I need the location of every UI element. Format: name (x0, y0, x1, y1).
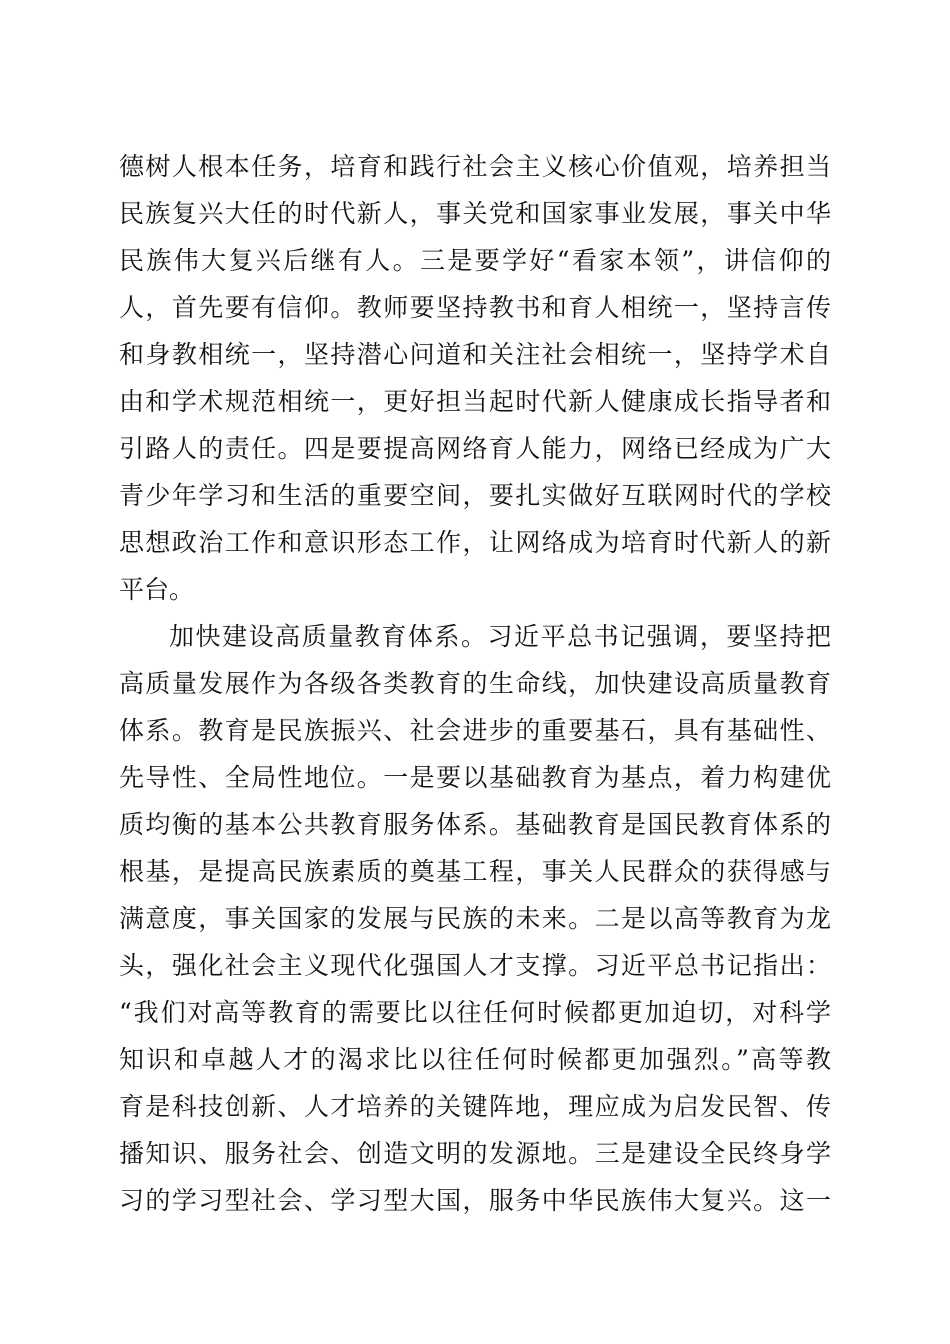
text-line: 播知识、服务社会、创造文明的发源地。三是建设全民终身学 (119, 1139, 831, 1168)
text-line: 德树人根本任务，培育和践行社会主义核心价值观，培养担当 (119, 152, 831, 181)
text-line: 民族复兴大任的时代新人，事关党和国家事业发展，事关中华 (119, 199, 831, 228)
document-body (119, 143, 831, 1224)
text-line: 满意度，事关国家的发展与民族的未来。二是以高等教育为龙 (119, 904, 831, 933)
paragraph-1 (119, 143, 831, 613)
text-line: 由和学术规范相统一，更好担当起时代新人健康成长指导者和 (119, 387, 831, 416)
text-line: 体系。教育是民族振兴、社会进步的重要基石，具有基础性、 (119, 716, 831, 745)
text-line: 先导性、全局性地位。一是要以基础教育为基点，着力构建优 (119, 763, 831, 792)
text-line: “我们对高等教育的需要比以往任何时候都更加迫切，对科学 (119, 998, 831, 1027)
text-line: 民族伟大复兴后继有人。三是要学好“看家本领”，讲信仰的 (119, 246, 831, 275)
text-line: 育是科技创新、人才培养的关键阵地，理应成为启发民智、传 (119, 1092, 831, 1121)
text-line: 习的学习型社会、学习型大国，服务中华民族伟大复兴。这一 (119, 1186, 831, 1215)
text-line: 头，强化社会主义现代化强国人才支撑。习近平总书记指出： (119, 951, 831, 980)
text-line: 和身教相统一，坚持潜心问道和关注社会相统一，坚持学术自 (119, 340, 831, 369)
text-line: 青少年学习和生活的重要空间，要扎实做好互联网时代的学校 (119, 481, 831, 510)
paragraph-2 (119, 613, 831, 1224)
text-line: 引路人的责任。四是要提高网络育人能力，网络已经成为广大 (119, 434, 831, 463)
text-line: 根基，是提高民族素质的奠基工程，事关人民群众的获得感与 (119, 857, 831, 886)
text-line: 质均衡的基本公共教育服务体系。基础教育是国民教育体系的 (119, 810, 831, 839)
text-line: 高质量发展作为各级各类教育的生命线，加快建设高质量教育 (119, 669, 831, 698)
text-line: 平台。 (119, 575, 195, 604)
text-line: 人，首先要有信仰。教师要坚持教书和育人相统一，坚持言传 (119, 293, 831, 322)
text-line: 思想政治工作和意识形态工作，让网络成为培育时代新人的新 (119, 528, 831, 557)
text-line: 知识和卓越人才的渴求比以往任何时候都更加强烈。”高等教 (119, 1045, 831, 1074)
text-line: 加快建设高质量教育体系。习近平总书记强调，要坚持把 (169, 622, 831, 651)
